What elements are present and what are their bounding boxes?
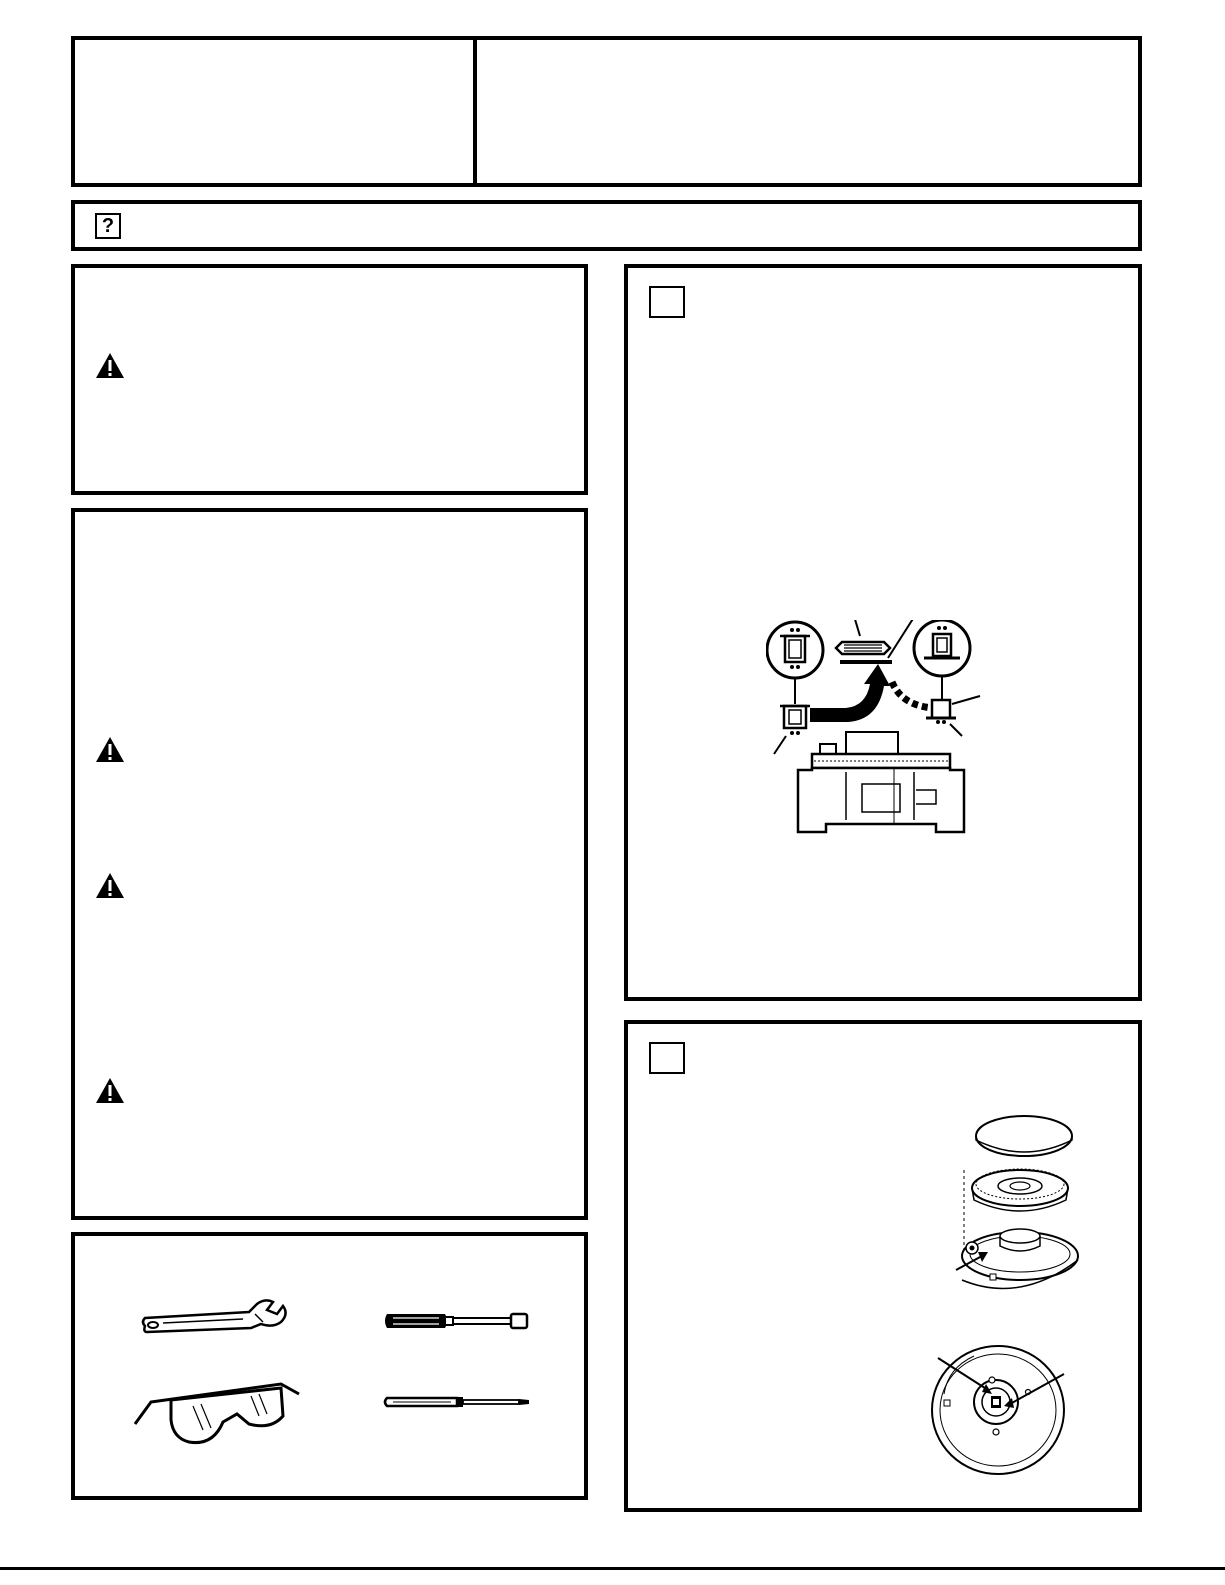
header-divider bbox=[473, 40, 477, 183]
warning-triangle-icon bbox=[95, 872, 125, 899]
pressure-regulator-conversion-diagram bbox=[766, 620, 992, 852]
step-number-box bbox=[649, 286, 685, 318]
flat-screwdriver-icon bbox=[383, 1390, 533, 1414]
right-panel-step-1 bbox=[624, 264, 1142, 1001]
left-panel-tools bbox=[71, 1232, 588, 1500]
burner-base-top-view-diagram bbox=[924, 1338, 1074, 1478]
question-bar bbox=[71, 200, 1142, 251]
warning-triangle-icon bbox=[95, 1077, 125, 1104]
warning-triangle-icon bbox=[95, 352, 125, 379]
header-box bbox=[71, 36, 1142, 187]
safety-glasses-icon bbox=[131, 1380, 303, 1454]
step-number-box bbox=[649, 1042, 685, 1074]
nut-driver-icon bbox=[383, 1306, 533, 1336]
adjustable-wrench-icon bbox=[139, 1296, 289, 1340]
pointer-arrow-icon bbox=[954, 1246, 990, 1274]
warning-triangle-icon bbox=[95, 736, 125, 763]
right-panel-step-2 bbox=[624, 1020, 1142, 1512]
question-mark-icon: ? bbox=[95, 213, 121, 239]
left-panel-safety bbox=[71, 264, 588, 495]
page-bottom-rule bbox=[0, 1567, 1225, 1570]
left-panel-warnings bbox=[71, 508, 588, 1220]
